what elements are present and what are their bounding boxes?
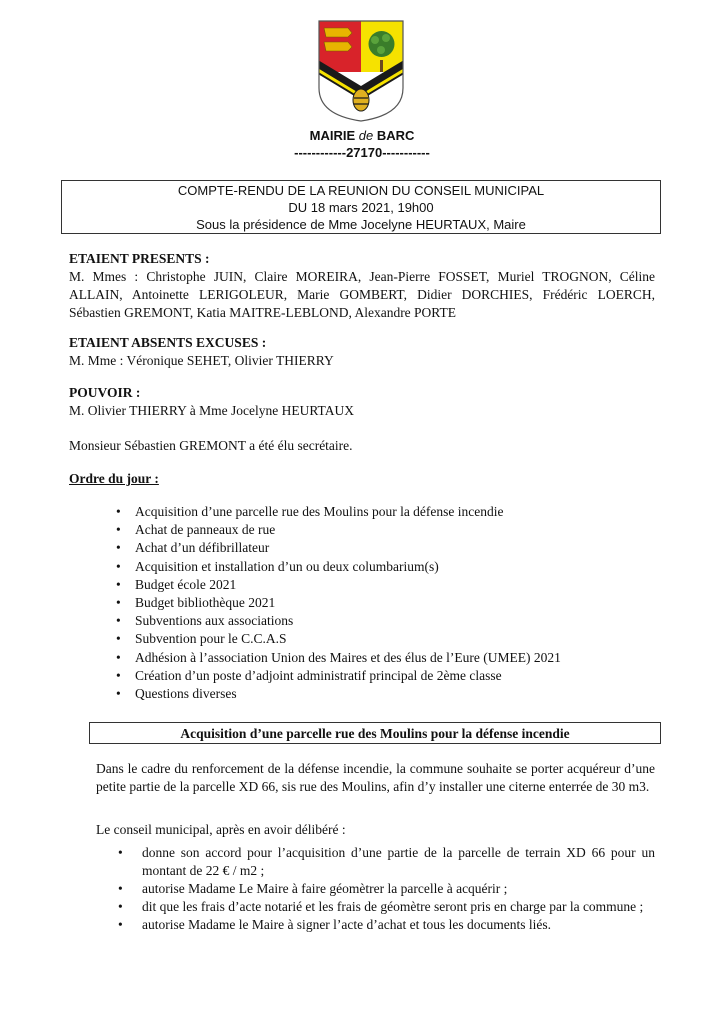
list-item: • autorise Madame Le Maire à faire géomètrer la parcelle à acquérir ; xyxy=(118,880,655,898)
ordre-du-jour-heading: Ordre du jour : xyxy=(69,471,159,486)
list-item: • Création d’un poste d’adjoint administratif principal de 2ème classe xyxy=(116,667,561,685)
list-item: • Acquisition et installation d’un ou deux columbarium(s) xyxy=(116,558,561,576)
list-item: • Budget bibliothèque 2021 xyxy=(116,594,561,612)
title-line-1: COMPTE-RENDU DE LA REUNION DU CONSEIL MUNICIPAL xyxy=(177,183,545,198)
list-item: • Achat de panneaux de rue xyxy=(116,521,561,539)
decision-list xyxy=(118,844,655,934)
list-item: • Questions diverses xyxy=(116,685,561,703)
list-item: • Subventions aux associations xyxy=(116,612,561,630)
mairie-de: de xyxy=(358,128,374,143)
mairie-name: BARC xyxy=(376,128,415,143)
pouvoir-heading: POUVOIR : xyxy=(69,385,141,400)
list-item: • Achat d’un défibrillateur xyxy=(116,539,561,557)
absents-heading: ETAIENT ABSENTS EXCUSES : xyxy=(69,335,267,350)
list-item: • Subvention pour le C.C.A.S xyxy=(116,630,561,648)
council-deliberation: Le conseil municipal, après en avoir délibéré : xyxy=(96,822,346,837)
title-line-2: DU 18 mars 2021, 19h00 xyxy=(288,200,434,215)
mairie-heading xyxy=(0,128,724,143)
list-item: • Budget école 2021 xyxy=(116,576,561,594)
secretaire-text: Monsieur Sébastien GREMONT a été élu secrétaire. xyxy=(69,438,353,453)
absents-list: M. Mme : Véronique SEHET, Olivier THIERRY xyxy=(69,353,334,368)
wheat-sheaf-icon xyxy=(353,89,369,111)
mairie-prefix: MAIRIE xyxy=(309,128,356,143)
section-intro: Dans le cadre du renforcement de la défense incendie, la commune souhaite se porter acquéreur d’une petite partie de la parcelle XD 66, sis rue des Moulins, afin d’y installer une citerne enterrée de 30 m3. xyxy=(96,761,655,794)
list-item: • Adhésion à l’association Union des Maires et des élus de l’Eure (UMEE) 2021 xyxy=(116,649,561,667)
list-item: • Acquisition d’une parcelle rue des Moulins pour la défense incendie xyxy=(116,503,561,521)
postcode-line: ------------27170----------- xyxy=(294,145,430,160)
section-title-box: Acquisition d’une parcelle rue des Moulins pour la défense incendie xyxy=(89,722,661,744)
list-item: • dit que les frais d’acte notarié et les frais de géomètre seront pris en charge par la commune ; xyxy=(118,898,655,916)
list-item: • donne son accord pour l’acquisition d’une partie de la parcelle de terrain XD 66 pour un montant de 22 € / m2 ; xyxy=(118,844,655,880)
pouvoir-text: M. Olivier THIERRY à Mme Jocelyne HEURTAUX xyxy=(69,403,354,418)
coat-of-arms-logo xyxy=(318,20,404,122)
presents-heading: ETAIENT PRESENTS : xyxy=(69,251,210,266)
presents-list: M. Mmes : Christophe JUIN, Claire MOREIRA, Jean-Pierre FOSSET, Muriel TROGNON, Céline ALLAIN, Antoinette LERIGOLEUR, Marie GOMBERT, Didier DORCHIES, Frédéric LOERCH, Sébastien GREMONT, Katia MAITRE-LEBLOND, Alexandre PORTE xyxy=(69,269,655,320)
report-title-box xyxy=(61,180,661,234)
list-item: • autorise Madame le Maire à signer l’acte d’achat et tous les documents liés. xyxy=(118,916,655,934)
ordre-du-jour-list xyxy=(116,503,561,703)
title-line-3: Sous la présidence de Mme Jocelyne HEURTAUX, Maire xyxy=(196,217,526,232)
